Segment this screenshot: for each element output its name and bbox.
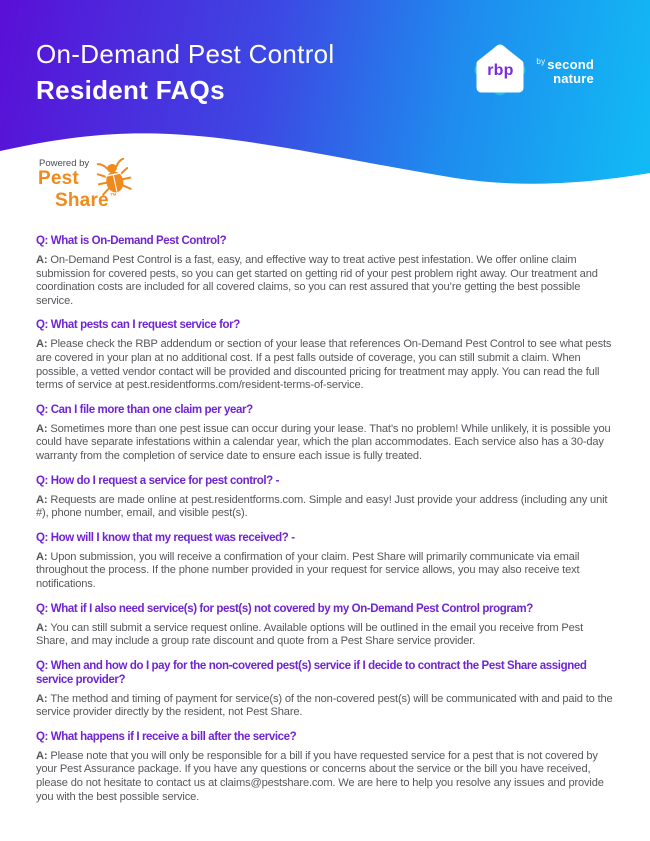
answer-prefix: A:: [36, 422, 51, 435]
faq-answer: [36, 622, 616, 649]
answer-prefix: A:: [36, 493, 51, 506]
powered-by-label: Powered by: [39, 158, 90, 169]
faq-question: Q: What happens if I receive a bill after the service?: [36, 730, 297, 743]
faq-item: [36, 318, 616, 392]
faq-item: [36, 730, 616, 804]
faq-question: Q: Can I file more than one claim per year?: [36, 403, 253, 416]
second-nature-wordmark: [536, 58, 594, 85]
page-title: On-Demand Pest Control: [36, 39, 335, 69]
bug-icon: [94, 158, 134, 198]
pest-label: Pest: [38, 168, 79, 189]
faq-question: Q: What if I also need service(s) for pest(s) not covered by my On-Demand Pest Control program?: [36, 602, 533, 615]
nature-label: nature: [553, 70, 594, 86]
answer-prefix: A:: [36, 749, 51, 762]
faq-item: [36, 474, 616, 521]
faq-answer: [36, 551, 616, 592]
faq-item: [36, 531, 616, 592]
trademark-symbol: ™: [109, 193, 118, 200]
answer-text: You can still submit a service request online. Available options will be outlined in the email you receive from Pest Share, and may include a group rate discount and quote from a Pest Share service provider.: [36, 621, 583, 648]
by-label: by: [536, 56, 546, 66]
rbp-logo: [471, 42, 529, 100]
answer-text: Requests are made online at pest.residentforms.com. Simple and easy! Just provide your address (including any unit #), phone number, email, and visible pest(s).: [36, 493, 608, 520]
faq-question: Q: How do I request a service for pest control? -: [36, 474, 280, 487]
answer-text: Upon submission, you will receive a confirmation of your claim. Pest Share will primarily communicate via email throughout the process. If the phone number provided in your request for service allows, you may also receive text notifications.: [36, 550, 580, 590]
faq-answer: [36, 423, 616, 464]
answer-text: Sometimes more than one pest issue can occur during your lease. That’s no problem! While unlikely, it is possible you could have separate infestations within a calendar year, which the plan accommodates. Each service also has a 30-day warranty from the completion of service date to ensure each issue is fully treated.: [36, 422, 611, 462]
share-text: Share: [55, 190, 109, 211]
faq-list: [36, 224, 616, 804]
page-subtitle: Resident FAQs: [36, 74, 225, 105]
second-nature-line1: [536, 58, 594, 71]
faq-answer: [36, 693, 616, 720]
pest-share-logo: [38, 158, 158, 209]
answer-text: Please note that you will only be responsible for a bill if you have requested service for a pest that is not covered by your Pest Assurance package. If you have any questions or concerns about the service or the bill you have received, please do not hesitate to contact us at claims@pestshare.com. We are here to help you resolve any issues and provide you with the best possible service.: [36, 749, 604, 803]
answer-prefix: A:: [36, 550, 51, 563]
faq-answer: [36, 750, 616, 804]
faq-question: Q: How will I know that my request was received? -: [36, 531, 295, 544]
second-label: second: [547, 56, 594, 72]
answer-text: The method and timing of payment for service(s) of the non-covered pest(s) will be communicated with and paid to the service provider directly by the resident, not Pest Share.: [36, 692, 613, 719]
answer-prefix: A:: [36, 254, 51, 266]
rbp-second-nature-logo: [471, 42, 594, 100]
answer-prefix: A:: [36, 338, 51, 351]
answer-text: On-Demand Pest Control is a fast, easy, and effective way to treat active pest infestation. We offer online claim submission for covered pests, so you can get started on getting rid of your pest problem right away. Our treatment and coordination costs are included for all covered claims, so you can rest assured that you’re getting the best possible service.: [36, 254, 598, 307]
faq-answer: [36, 338, 616, 392]
faq-item: [36, 234, 616, 308]
answer-prefix: A:: [36, 692, 51, 705]
answer-prefix: A:: [36, 621, 51, 634]
header-titles: [36, 40, 335, 104]
faq-question: Q: What pests can I request service for?: [36, 319, 240, 332]
faq-answer: [36, 494, 616, 521]
rbp-wordmark: rbp: [487, 62, 514, 79]
faq-question: Q: When and how do I pay for the non-covered pest(s) service if I decide to contract the Pest Share assigned service provider?: [36, 659, 587, 686]
faq-question: Q: What is On-Demand Pest Control?: [36, 235, 227, 247]
faq-item: [36, 602, 616, 649]
answer-text: Please check the RBP addendum or section of your lease that references On-Demand Pest Control to see what pests are covered in your plan at no additional cost. If a pest falls outside of coverage, you can still submit a claim. When possible, a vetted vendor contact will be provided and discounted pricing for treatment may apply. You can read the full terms of service at pest.residentforms.com/resident-terms-of-service.: [36, 338, 612, 392]
faq-answer: [36, 254, 616, 308]
faq-item: [36, 403, 616, 464]
faq-item: [36, 659, 616, 720]
